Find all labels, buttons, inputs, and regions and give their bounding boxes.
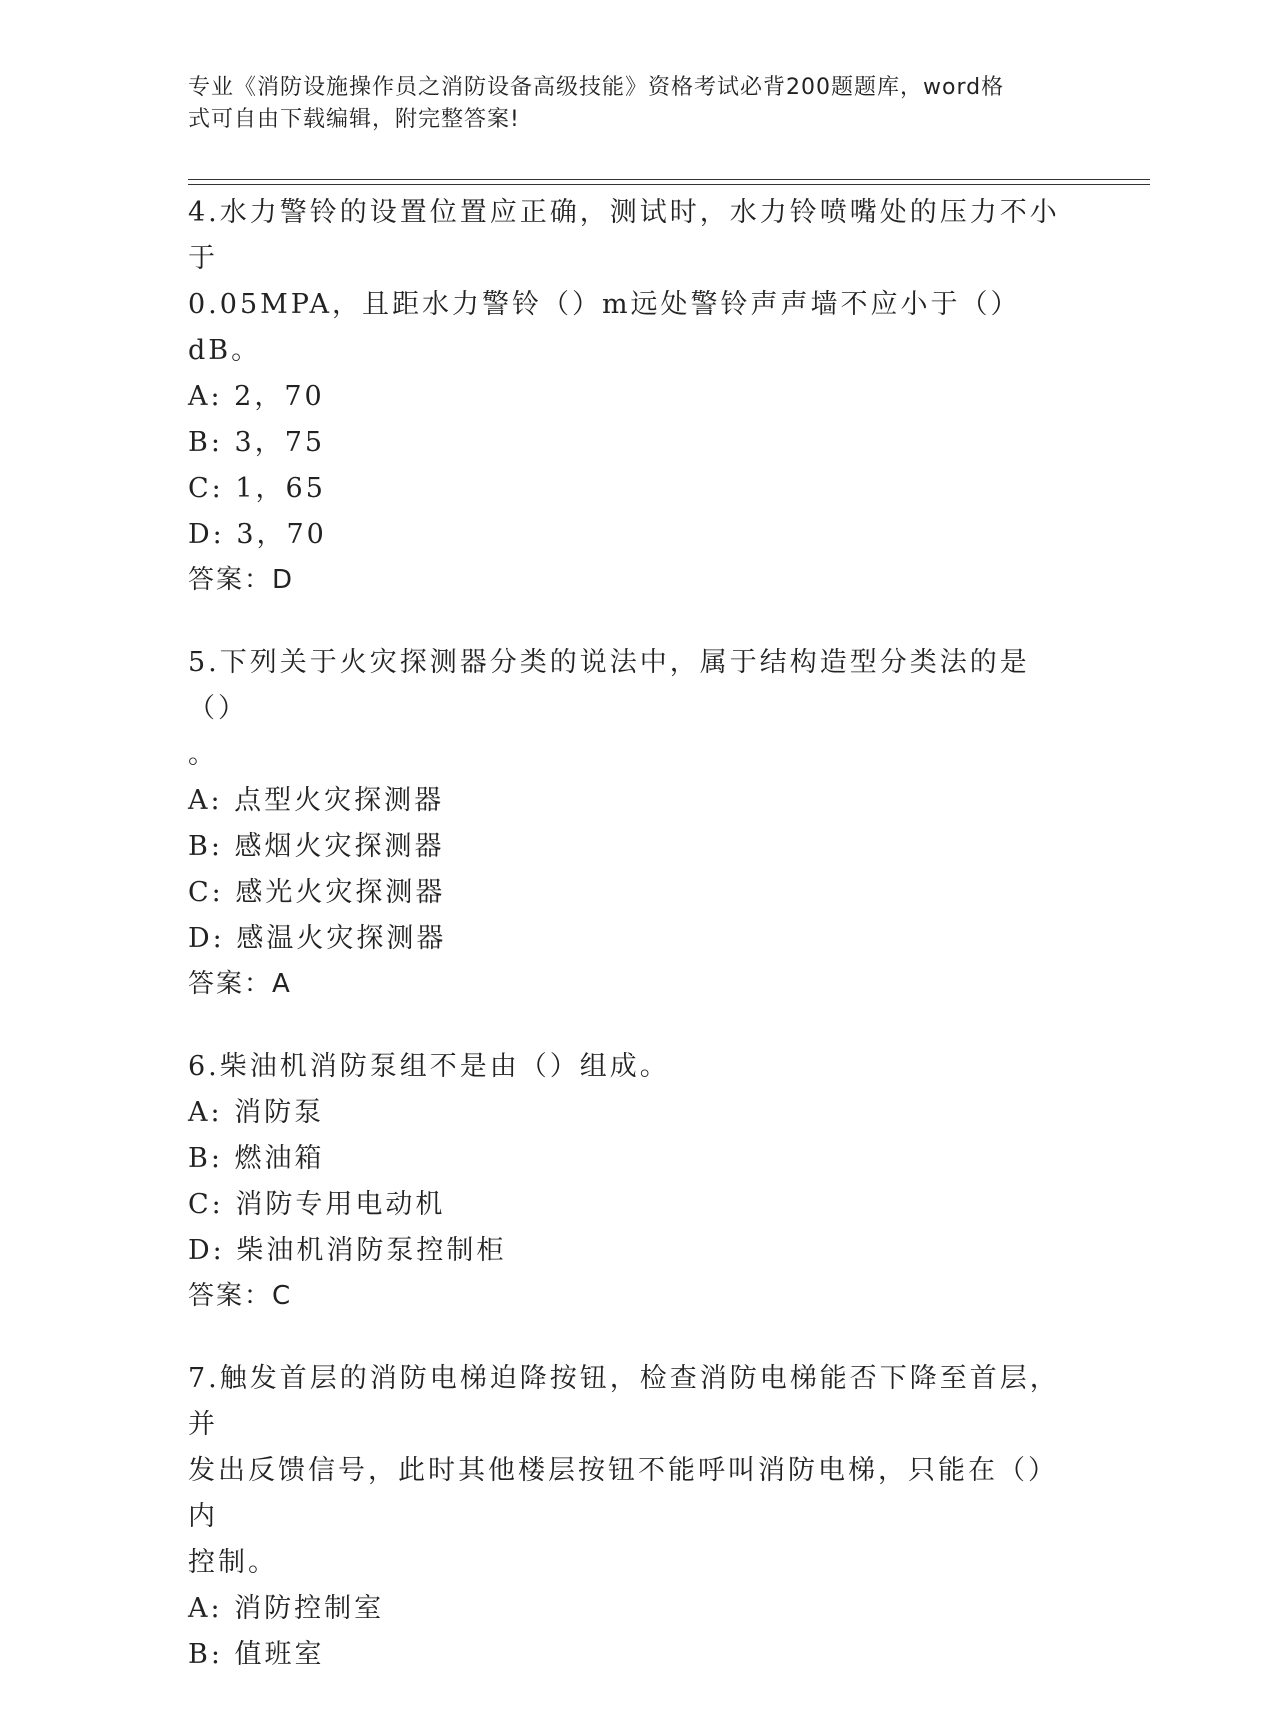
- question-list: [188, 190, 1068, 1716]
- question-7: [188, 1356, 1068, 1678]
- header-divider-bottom: [188, 184, 1150, 185]
- question-stem-line: 发出反馈信号，此时其他楼层按钮不能呼叫消防电梯，只能在（）内: [188, 1455, 1058, 1532]
- option-a: A: 点型火灾探测器: [188, 785, 445, 816]
- answer-line: 答案：C: [188, 1281, 293, 1311]
- question-5: [188, 640, 1068, 1006]
- header-divider-top: [188, 179, 1150, 180]
- option-c: C: 消防专用电动机: [188, 1189, 446, 1220]
- document-header: [188, 72, 1068, 136]
- option-b: B: 3，75: [188, 427, 326, 458]
- question-stem-line: 4.水力警铃的设置位置应正确，测试时，水力铃喷嘴处的压力不小于: [188, 197, 1060, 274]
- question-stem-line: 控制。: [188, 1547, 278, 1578]
- option-a: A: 2，70: [188, 381, 325, 412]
- option-b: B: 燃油箱: [188, 1143, 325, 1174]
- header-line-1: 专业《消防设施操作员之消防设备高级技能》资格考试必背200题题库，word格: [188, 75, 1005, 100]
- header-line-2: 式可自由下载编辑，附完整答案!: [188, 107, 520, 132]
- question-6: [188, 1044, 1068, 1318]
- option-c: C: 感光火灾探测器: [188, 877, 446, 908]
- question-stem-line: 7.触发首层的消防电梯迫降按钮，检查消防电梯能否下降至首层，并: [188, 1363, 1060, 1440]
- question-stem-line: 0.05MPA，且距水力警铃（）m远处警铃声声墙不应小于（）dB。: [188, 289, 1021, 366]
- option-d: D: 感温火灾探测器: [188, 923, 447, 954]
- option-b: B: 感烟火灾探测器: [188, 831, 445, 862]
- option-c: C: 1，65: [188, 473, 326, 504]
- question-stem-line: 5.下列关于火灾探测器分类的说法中，属于结构造型分类法的是（）: [188, 647, 1030, 724]
- option-d: D: 柴油机消防泵控制柜: [188, 1235, 507, 1266]
- option-d: D: 3，70: [188, 519, 327, 550]
- question-stem-line: 。: [188, 739, 218, 770]
- question-4: [188, 190, 1068, 602]
- answer-line: 答案：A: [188, 969, 292, 999]
- option-a: A: 消防控制室: [188, 1593, 385, 1624]
- answer-line: 答案：D: [188, 565, 295, 595]
- option-a: A: 消防泵: [188, 1097, 325, 1128]
- question-stem-line: 6.柴油机消防泵组不是由（）组成。: [188, 1051, 670, 1082]
- option-b: B: 值班室: [188, 1639, 325, 1670]
